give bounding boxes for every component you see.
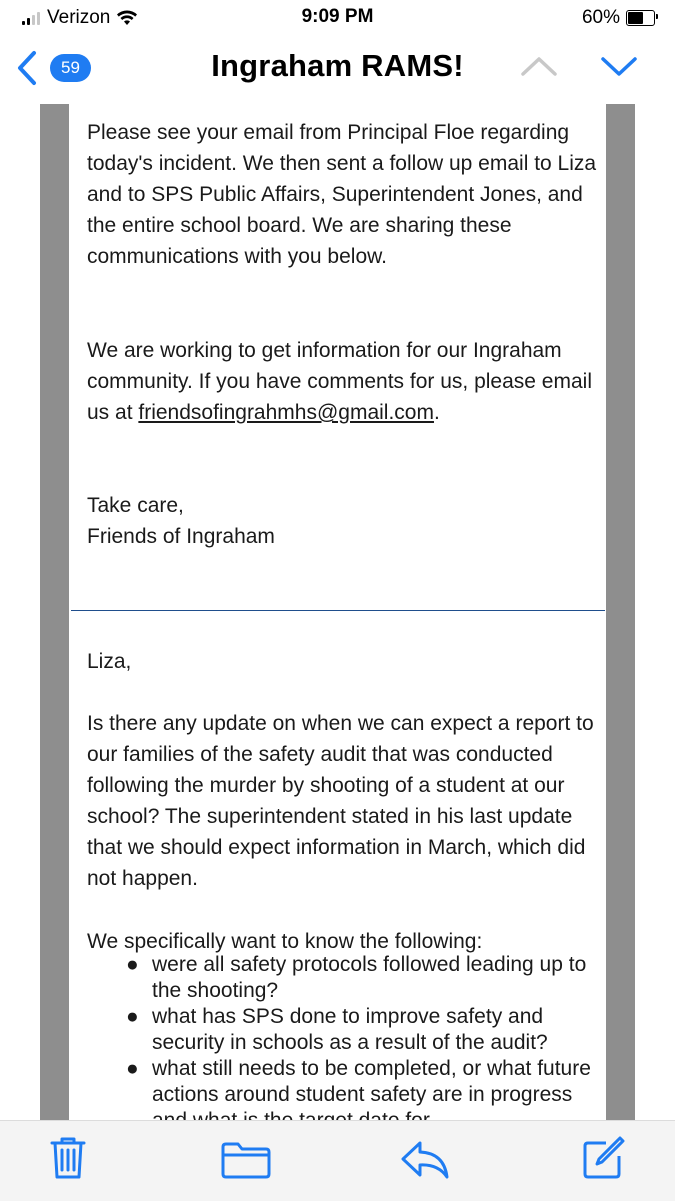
bullet-icon: ● <box>126 953 139 976</box>
previous-message-button[interactable] <box>520 54 558 83</box>
trash-button[interactable] <box>48 1135 88 1186</box>
contact-period: . <box>433 401 440 424</box>
contact-text: We are working to get information for our Ingraham community. If you have comments for us, please email us at <box>87 339 592 424</box>
bullet-icon: ● <box>126 1057 139 1080</box>
list-item: ● what still needs to be completed, or what future actions around student safety are in progress <box>126 1057 591 1106</box>
chevron-up-icon <box>520 54 558 78</box>
reply-icon <box>400 1139 450 1181</box>
bullet-icon: ● <box>126 1005 139 1028</box>
question-paragraph: Is there any update on when we can expect a report to our families of the safety audit that was conducted following the murder by shooting of a student at our school? The superintendent stated in his last update that we should expect information in March, which did not happen. <box>87 712 594 890</box>
battery-icon <box>626 10 655 26</box>
status-right <box>582 7 655 29</box>
message-content[interactable] <box>0 104 675 1120</box>
list-item: ● were all safety protocols followed leading up to the shooting? <box>126 953 587 1002</box>
folder-icon <box>220 1141 272 1179</box>
move-to-folder-button[interactable] <box>220 1141 272 1184</box>
compose-button[interactable] <box>582 1135 626 1186</box>
compose-icon <box>582 1135 626 1181</box>
list-item: ● what has SPS done to improve safety and security in schools as a result of the audit? <box>126 1005 548 1054</box>
greeting: Liza, <box>87 650 132 673</box>
status-time: 9:09 PM <box>301 6 374 27</box>
frame-border-left <box>40 104 69 1120</box>
battery-percent: 60% <box>581 7 620 28</box>
mailbox-title: Ingraham RAMS! <box>211 48 464 83</box>
question-list <box>121 952 591 1134</box>
contact-paragraph <box>87 335 597 428</box>
section-divider <box>71 610 605 611</box>
status-bar <box>0 0 675 36</box>
reply-button[interactable] <box>400 1139 450 1186</box>
signoff: Take care, <box>87 494 184 517</box>
signature: Friends of Ingraham <box>87 525 275 548</box>
trash-icon <box>48 1135 88 1181</box>
intro-paragraph: Please see your email from Principal Floe regarding today's incident. We then sent a follow up email to Liza and to SPS Public Affairs, Superintendent Jones, and the entire school board. We are sharing these communications with you below. <box>87 121 597 268</box>
chevron-down-icon <box>600 54 638 78</box>
carrier-name: Verizon <box>47 7 111 28</box>
next-message-button[interactable] <box>600 54 638 83</box>
bottom-toolbar <box>0 1120 675 1201</box>
nav-bar <box>0 36 675 104</box>
email-link[interactable]: friendsofingrahmhs@gmail.com <box>138 401 434 424</box>
unread-count-badge: 59 <box>50 54 91 82</box>
frame-border-right <box>606 104 635 1120</box>
list-intro: We specifically want to know the following: <box>87 930 483 953</box>
